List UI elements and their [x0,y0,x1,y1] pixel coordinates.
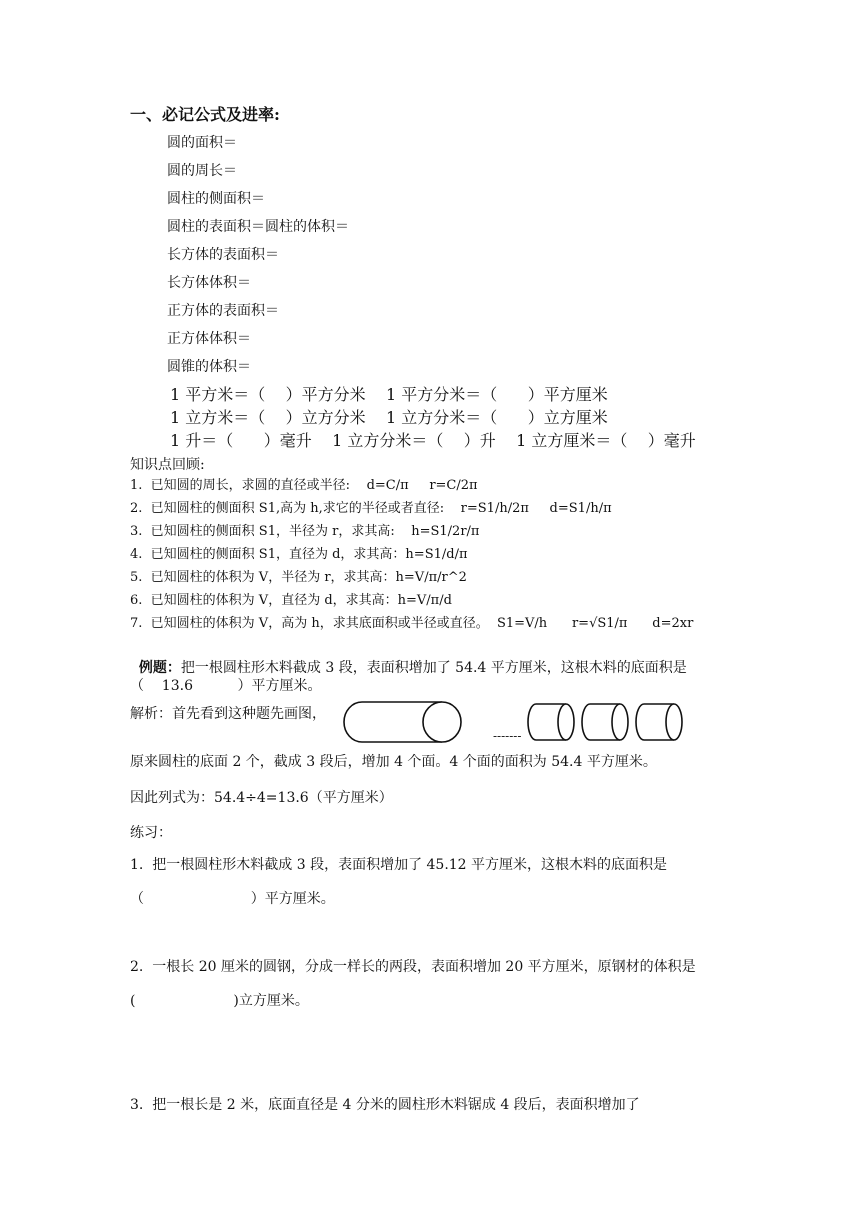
formula-line: 因此列式为：54.4÷4=13.6（平方厘米） [130,790,393,806]
cylinder-segment-icon [528,702,576,742]
formula-item: 圆的面积＝ [167,135,237,151]
practice-answer-blank: ( )立方厘米。 [130,993,309,1009]
example-question: 把一根圆柱形木料截成 3 段，表面积增加了 54.4 平方厘米，这根木料的底面积是 [180,660,687,676]
formula-item: 正方体的表面积＝ [167,303,279,319]
conversion-item: 1 平方米＝（ ）平方分米 1 平方分米＝（ ）平方厘米 [170,385,608,404]
review-item: 4. 已知圆柱的侧面积 S1，直径为 d，求其高：h=S1/d/π [130,547,468,562]
formula-item: 圆锥的体积＝ [167,359,251,375]
review-item: 5. 已知圆柱的体积为 V，半径为 r，求其高：h=V/π/r^2 [130,570,467,585]
example-answer-line: （ 13.6 ）平方厘米。 [130,678,322,694]
review-item: 2. 已知圆柱的侧面积 S1,高为 h,求它的半径或者直径: r=S1/h/2π d=S1/h/π [130,501,612,516]
practice-question: 1. 把一根圆柱形木料截成 3 段，表面积增加了 45.12 平方厘米，这根木料的底面积是 [130,857,668,873]
practice-answer-blank: （ ）平方厘米。 [130,891,335,907]
diagram-dashes: ------- [493,729,522,743]
conversion-item: 1 升＝（ ）毫升 1 立方分米＝（ ）升 1 立方厘米＝（ ）毫升 [170,431,696,450]
formula-item: 圆柱的表面积＝圆柱的体积＝ [167,219,349,235]
analysis-line: 解析：首先看到这种题先画图， [130,706,326,722]
formula-item: 正方体体积＝ [167,331,251,347]
conversion-item: 1 立方米＝（ ）立方分米 1 立方分米＝（ ）立方厘米 [170,408,608,427]
practice-question: 2. 一根长 20 厘米的圆钢，分成一样长的两段，表面积增加 20 平方厘米，原钢材的体积是 [130,959,696,975]
review-item: 6. 已知圆柱的体积为 V，直径为 d，求其高：h=V/π/d [130,593,452,608]
review-item: 1. 已知圆的周长，求圆的直径或半径: d=C/π r=C/2π [130,478,478,493]
formula-item: 圆的周长＝ [167,163,237,179]
example-label: 例题： [138,660,181,676]
cylinder-segment-icon [582,702,630,742]
review-heading: 知识点回顾: [130,457,205,473]
formula-item: 长方体的表面积＝ [167,247,279,263]
review-item: 7. 已知圆柱的体积为 V，高为 h，求其底面积或半径或直径。 S1=V/h r=√S1/π d=2xr [130,616,694,631]
long-cylinder-icon [342,700,464,744]
practice-question: 3. 把一根长是 2 米，底面直径是 4 分米的圆柱形木料锯成 4 段后，表面积增加了 [130,1097,640,1113]
cylinder-segment-icon [636,702,684,742]
formula-item: 圆柱的侧面积＝ [167,191,265,207]
practice-heading: 练习： [130,825,172,841]
explanation-line: 原来圆柱的底面 2 个，截成 3 段后，增加 4 个面。4 个面的面积为 54.4 平方厘米。 [130,754,657,770]
example-line [130,641,687,677]
formula-item: 长方体体积＝ [167,275,251,291]
review-item: 3. 已知圆柱的侧面积 S1，半径为 r，求其高: h=S1/2r/π [130,524,480,539]
section-title: 一、必记公式及进率: [130,105,280,124]
